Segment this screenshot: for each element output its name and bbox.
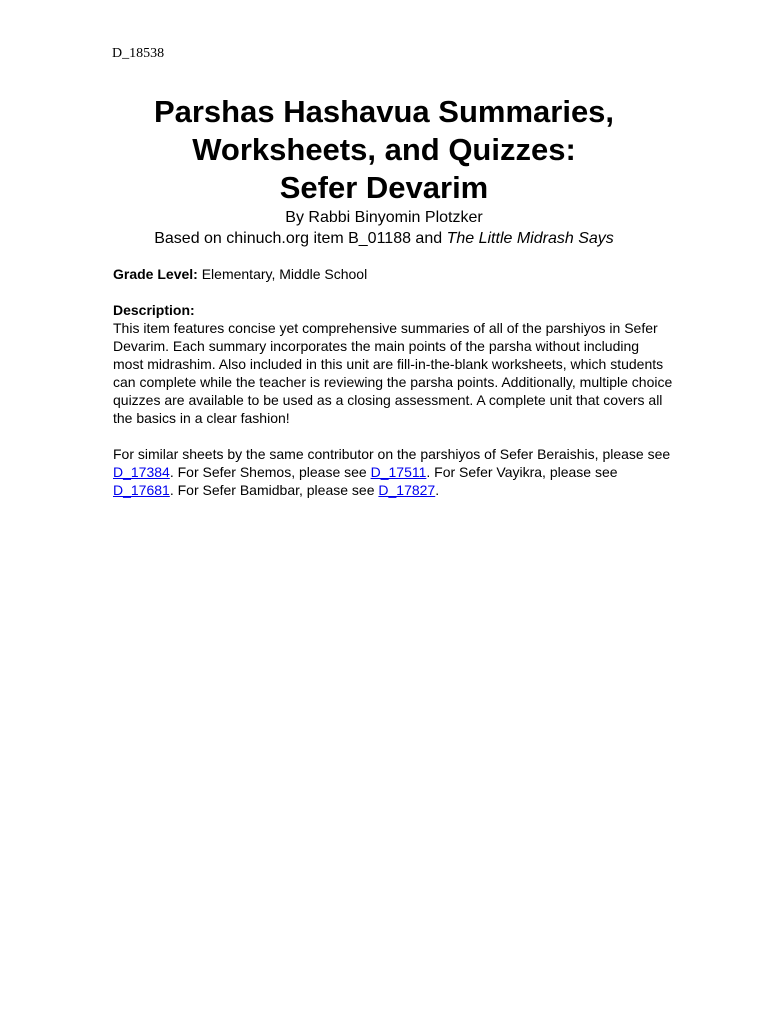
similar-text-1: For similar sheets by the same contributor on the parshiyos of Sefer Beraishis, please see — [113, 446, 671, 462]
title-line-1: Parshas Hashavua Summaries, — [153, 94, 615, 129]
grade-level-label: Grade Level: — [113, 266, 198, 282]
document-id: D_18538 — [112, 46, 165, 61]
similar-text-3: . For Sefer Vayikra, please see — [426, 464, 618, 480]
description-label: Description: — [113, 302, 195, 318]
title-line-3: Sefer Devarim — [279, 170, 489, 205]
link-d-17827[interactable]: D_17827 — [378, 482, 436, 498]
similar-text-4: . For Sefer Bamidbar, please see — [169, 482, 379, 498]
document-body — [113, 265, 673, 499]
source-attribution — [0, 228, 768, 249]
source-prefix: Based on chinuch.org item B_01188 and — [154, 230, 447, 247]
description-section — [113, 301, 673, 427]
similar-text-2: . For Sefer Shemos, please see — [169, 464, 371, 480]
description-text: This item features concise yet comprehensive summaries of all of the parshiyos in Sefer Devarim. Each summary incorporates the main points of the parsha without including most midrashim. Also included in this unit are fill-in-the-blank worksheets, which students can complete while the teacher is reviewing the parsha points. Additionally, multiple choice quizzes are available to be used as a closing assessment. A complete unit that covers all the basics in a clear fashion! — [113, 320, 673, 426]
author-byline: By Rabbi Binyomin Plotzker — [285, 209, 483, 226]
grade-level — [113, 265, 673, 283]
grade-level-value: Elementary, Middle School — [197, 266, 368, 282]
similar-sheets-paragraph — [113, 445, 673, 499]
similar-text-5: . — [435, 482, 440, 498]
link-d-17511[interactable]: D_17511 — [370, 464, 427, 480]
link-d-17384[interactable]: D_17384 — [113, 464, 170, 480]
title-block — [0, 93, 768, 249]
link-d-17681[interactable]: D_17681 — [113, 482, 170, 498]
source-book-title: The Little Midrash Says — [446, 230, 614, 247]
title-line-2: Worksheets, and Quizzes: — [192, 132, 576, 167]
